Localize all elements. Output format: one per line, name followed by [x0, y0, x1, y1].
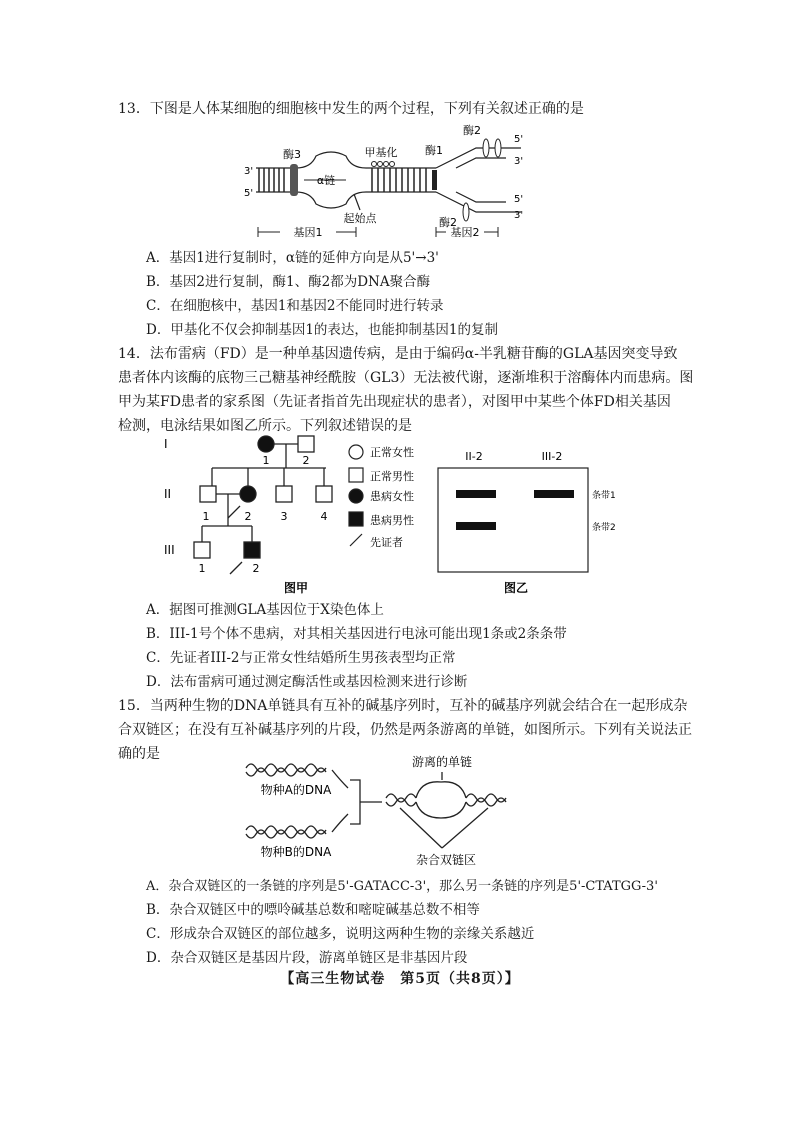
ii2-affected-female	[240, 486, 256, 502]
ii3-number: 3	[280, 510, 288, 523]
q14-stem-line3: 甲为某FD患者的家系图（先证者指首先出现症状的患者），对图甲中某些个体FD相关基因	[118, 394, 671, 410]
free-strand-label: 游离的单链	[411, 755, 473, 769]
alpha-chain-label: α链	[316, 174, 336, 187]
ii1-normal-male	[200, 486, 216, 502]
origin-label: 起始点	[343, 212, 377, 225]
q15-option-d[interactable]: D．杂合双链区是基因片段，游离单链区是非基因片段	[146, 950, 468, 966]
ii3-normal-male	[276, 486, 292, 502]
q15-figure	[236, 752, 526, 872]
enzyme2-bottom-label: 酶2	[439, 216, 457, 229]
q15-stem-line2: 合双链区；在没有互补碱基序列的片段，仍然是两条游离的单链，如图所示。下列有关说法正	[118, 722, 692, 738]
gen-label-3: III	[164, 543, 175, 557]
iii2-number: 2	[252, 562, 260, 575]
q14-stem-line1: 14．法布雷病（FD）是一种单基因遗传病，是由于编码α-半乳糖苷酶的GLA基因突变导致	[118, 346, 678, 362]
q14-option-d[interactable]: D．法布雷病可通过测定酶活性或基因检测来进行诊断	[146, 674, 468, 690]
enzyme3-label: 酶3	[283, 148, 301, 161]
q13-figure	[236, 118, 526, 240]
q13-option-d[interactable]: D．甲基化不仅会抑制基因1的表达，也能抑制基因1的复制	[146, 322, 499, 338]
i1-number: 1	[262, 454, 270, 467]
q15-stem-line3: 确的是	[118, 746, 160, 762]
ii1-number: 1	[202, 510, 210, 523]
ii2-number: 2	[244, 510, 252, 523]
q14-pedigree	[156, 430, 616, 600]
dna-a-label: 物种A的DNA	[260, 783, 332, 797]
iii1-number: 1	[198, 562, 206, 575]
band-ii2-2	[456, 522, 496, 530]
enzyme2-top-label: 酶2	[463, 124, 481, 137]
ii4-number: 4	[320, 510, 328, 523]
q13-stem: 13．下图是人体某细胞的细胞核中发生的两个过程，下列有关叙述正确的是	[118, 101, 584, 117]
legend-affected-male: 患病男性	[370, 514, 414, 527]
gene1-label: 基因1	[293, 226, 323, 239]
methylation-label: 甲基化	[364, 146, 398, 159]
prime3-left: 3'	[244, 166, 254, 177]
legend-proband: 先证者	[370, 536, 403, 549]
q13-option-c[interactable]: C．在细胞核中，基因1和基因2不能同时进行转录	[146, 298, 444, 314]
gel-box	[438, 468, 588, 572]
q14-option-c[interactable]: C．先证者III-2与正常女性结婚所生男孩表型均正常	[146, 650, 456, 666]
prime5-right-top: 5'	[514, 134, 524, 145]
iii2-affected-male	[244, 542, 260, 558]
ii4-normal-male	[316, 486, 332, 502]
iii1-normal-male	[194, 542, 210, 558]
hybrid-label: 杂合双链区	[415, 853, 477, 867]
page-footer: 【高三生物试卷 第5页（共8页）】	[280, 971, 520, 987]
prime3-right-top: 3'	[514, 156, 524, 167]
legend-normal-male: 正常男性	[370, 470, 414, 483]
q13-option-a[interactable]: A．基因1进行复制时，α链的延伸方向是从5'→3'	[146, 250, 439, 266]
q14-option-b[interactable]: B．III-1号个体不患病，对其相关基因进行电泳可能出现1条或2条条带	[146, 626, 567, 642]
pedigree-caption: 图甲	[283, 581, 309, 595]
q15-stem-line1: 15．当两种生物的DNA单链具有互补的碱基序列时，互补的碱基序列就会结合在一起形成杂	[118, 698, 688, 714]
band2-label: 条带2	[592, 523, 616, 533]
proband-arrow-iii2	[230, 562, 242, 574]
prime5-left: 5'	[244, 188, 254, 199]
i2-normal-male	[298, 436, 314, 452]
band1-label: 条带1	[592, 491, 616, 501]
gen-label-2: II	[164, 487, 172, 501]
band-ii2-1	[456, 490, 496, 498]
q15-option-a[interactable]: A．杂合双链区的一条链的序列是5'-GATACC-3'，那么另一条链的序列是5'-CTATGG-3'	[146, 879, 658, 894]
q14-stem-line4: 检测，电泳结果如图乙所示。下列叙述错误的是	[118, 418, 412, 434]
prime5-right-bottom: 5'	[514, 194, 524, 205]
gel-lane-1: II-2	[465, 450, 483, 463]
gel-caption: 图乙	[503, 581, 529, 595]
legend-affected-female: 患病女性	[370, 490, 414, 503]
q13-option-b[interactable]: B．基因2进行复制，酶1、酶2都为DNA聚合酶	[146, 274, 431, 290]
i2-number: 2	[302, 454, 310, 467]
q15-option-c[interactable]: C．形成杂合双链区的部位越多，说明这两种生物的亲缘关系越近	[146, 926, 535, 942]
dna-b-label: 物种B的DNA	[260, 845, 332, 859]
gel-lane-2: III-2	[541, 450, 563, 463]
legend-normal-female: 正常女性	[370, 446, 414, 459]
i1-affected-female	[258, 436, 274, 452]
gene2-label: 基因2	[450, 226, 480, 239]
q15-option-b[interactable]: B．杂合双链区中的嘌呤碱基总数和嘧啶碱基总数不相等	[146, 902, 480, 918]
prime3-right-bottom: 3'	[514, 210, 524, 221]
enzyme1-label: 酶1	[425, 144, 443, 157]
band-iii2-1	[534, 490, 574, 498]
q14-stem-line2: 患者体内该酶的底物三己糖基神经酰胺（GL3）无法被代谢，逐渐堆积于溶酶体内而患病。图	[118, 370, 694, 386]
q14-option-a[interactable]: A．据图可推测GLA基因位于X染色体上	[146, 602, 384, 618]
gen-label-1: I	[164, 437, 168, 451]
